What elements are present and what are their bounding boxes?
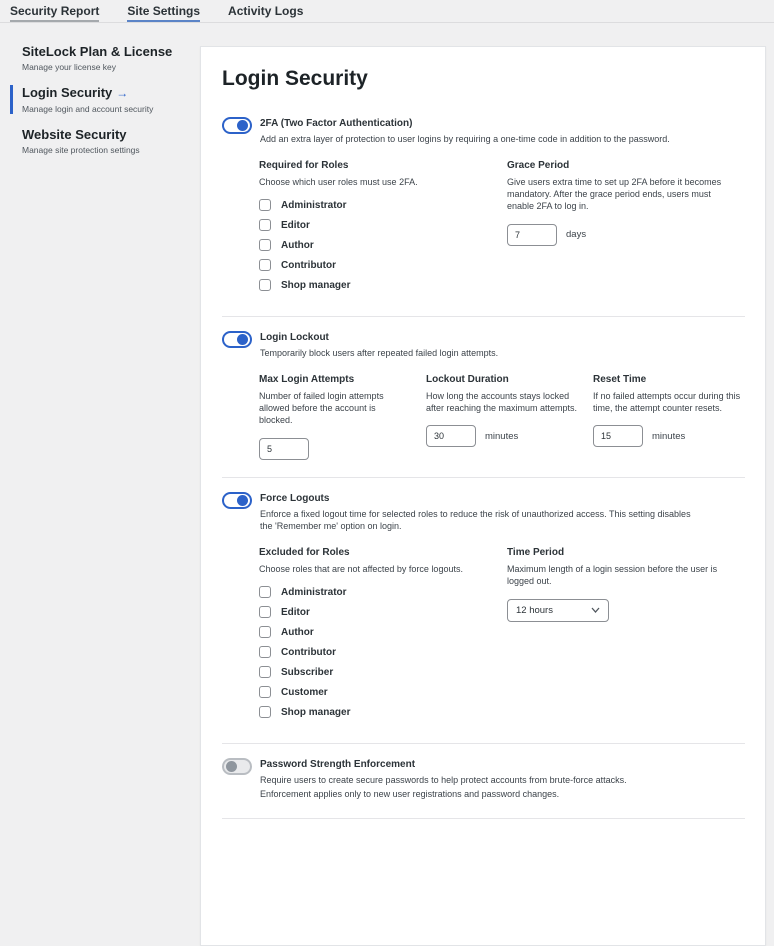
sidebar-item-subtitle: Manage site protection settings (22, 144, 140, 155)
2fa-description: Add an extra layer of protection to user logins by requiring a one-time code in addition to the password. (260, 134, 670, 144)
required-roles-description: Choose which user roles must use 2FA. (259, 176, 418, 187)
role-label: Customer (281, 686, 328, 698)
time-period-description: Maximum length of a login session before the user is logged out. (507, 564, 718, 587)
role-label: Contributor (281, 646, 336, 658)
role-checkbox-row[interactable] (259, 199, 507, 211)
role-checkbox-row[interactable] (259, 239, 507, 251)
checkbox-administrator[interactable] (259, 199, 271, 211)
lockout-duration-input[interactable] (426, 425, 476, 447)
login-lockout-description: Temporarily block users after repeated failed login attempts. (260, 348, 499, 358)
checkbox-author[interactable] (259, 626, 271, 638)
tab-site-settings[interactable]: Site Settings (127, 5, 200, 22)
role-label: Shop manager (281, 279, 351, 291)
force-logouts-description: Enforce a fixed logout time for selected roles to reduce the risk of unauthorized access. This setting disables the 'Remember me' option on login. (260, 508, 691, 532)
max-attempts-heading: Max Login Attempts (259, 373, 355, 385)
checkbox-author[interactable] (259, 239, 271, 251)
role-label: Shop manager (281, 706, 351, 718)
role-label: Editor (281, 219, 310, 231)
checkbox-editor[interactable] (259, 606, 271, 618)
grace-period-input[interactable] (507, 224, 557, 246)
top-nav (0, 0, 774, 23)
section-login-lockout (222, 317, 745, 478)
max-attempts-description: Number of failed login attempts allowed before the account is blocked. (259, 390, 384, 426)
role-checkbox-row[interactable] (259, 219, 507, 231)
password-strength-title: Password Strength Enforcement (260, 759, 416, 771)
toggle-knob (237, 334, 248, 345)
lockout-duration-unit: minutes (485, 430, 519, 442)
lockout-duration-description: How long the accounts stays locked after reaching the maximum attempts. (426, 390, 578, 413)
time-period-select[interactable] (507, 599, 609, 622)
role-checkbox-row[interactable] (259, 279, 507, 291)
login-security-panel (200, 46, 766, 946)
grace-period-heading: Grace Period (507, 159, 570, 171)
role-checkbox-row[interactable] (259, 626, 507, 638)
section-2fa (222, 103, 745, 317)
role-label: Editor (281, 606, 310, 618)
checkbox-subscriber[interactable] (259, 666, 271, 678)
excluded-roles-description: Choose roles that are not affected by force logouts. (259, 564, 463, 574)
sidebar-item-login-security[interactable] (10, 85, 196, 113)
checkbox-contributor[interactable] (259, 259, 271, 271)
checkbox-shop-manager[interactable] (259, 706, 271, 718)
reset-time-unit: minutes (652, 430, 686, 442)
tab-security-report[interactable]: Security Report (10, 5, 99, 22)
role-label: Subscriber (281, 666, 334, 678)
grace-period-unit: days (566, 229, 587, 241)
password-strength-description-line1: Require users to create secure passwords to help protect accounts from brute-force attacks. (260, 775, 627, 786)
tab-activity-logs[interactable]: Activity Logs (228, 4, 304, 18)
sidebar-item-sitelock-plan[interactable] (10, 44, 196, 72)
2fa-title: 2FA (Two Factor Authentication) (260, 118, 413, 129)
role-checkbox-row[interactable] (259, 666, 507, 678)
password-strength-description-line2: Enforcement applies only to new user registrations and password changes. (260, 788, 560, 799)
checkbox-administrator[interactable] (259, 586, 271, 598)
sidebar-item-title: Login Security → (22, 85, 129, 101)
password-strength-toggle[interactable] (222, 758, 252, 775)
checkbox-customer[interactable] (259, 686, 271, 698)
login-lockout-title: Login Lockout (260, 332, 329, 343)
role-checkbox-row[interactable] (259, 259, 507, 271)
arrow-right-icon: → (116, 86, 129, 101)
role-label: Author (281, 626, 314, 638)
sidebar-item-subtitle: Manage login and account security (22, 103, 154, 114)
sidebar-item-title: Website Security (22, 126, 127, 142)
sidebar-item-title: SiteLock Plan & License (22, 44, 173, 59)
page-title: Login Security (222, 67, 368, 90)
role-label: Author (281, 239, 314, 251)
login-lockout-toggle[interactable] (222, 331, 252, 348)
settings-sidebar (10, 44, 196, 168)
time-period-selected-value: 12 hours (516, 604, 553, 616)
checkbox-shop-manager[interactable] (259, 279, 271, 291)
reset-time-heading: Reset Time (593, 373, 647, 385)
toggle-knob (237, 120, 248, 131)
section-force-logouts (222, 478, 745, 745)
max-attempts-input[interactable] (259, 438, 309, 460)
required-roles-heading: Required for Roles (259, 159, 349, 171)
role-checkbox-row[interactable] (259, 586, 507, 598)
role-checkbox-row[interactable] (259, 706, 507, 718)
force-logouts-toggle[interactable] (222, 492, 252, 509)
chevron-down-icon (591, 607, 600, 613)
force-logouts-title: Force Logouts (260, 492, 330, 504)
role-checkbox-row[interactable] (259, 686, 507, 698)
role-label: Administrator (281, 586, 347, 598)
role-label: Administrator (281, 199, 347, 211)
toggle-knob (237, 495, 248, 506)
excluded-roles-heading: Excluded for Roles (259, 547, 350, 558)
checkbox-editor[interactable] (259, 219, 271, 231)
checkbox-contributor[interactable] (259, 646, 271, 658)
section-password-strength (222, 744, 745, 819)
2fa-toggle[interactable] (222, 117, 252, 134)
sidebar-item-subtitle: Manage your license key (22, 62, 117, 73)
reset-time-input[interactable] (593, 425, 643, 447)
time-period-heading: Time Period (507, 547, 565, 558)
role-checkbox-row[interactable] (259, 646, 507, 658)
role-label: Contributor (281, 259, 336, 271)
grace-period-description: Give users extra time to set up 2FA before it becomes mandatory. After the grace period ends, users must enable 2FA to log in. (507, 176, 722, 212)
toggle-knob (226, 761, 237, 772)
reset-time-description: If no failed attempts occur during this time, the attempt counter resets. (593, 390, 741, 413)
lockout-duration-heading: Lockout Duration (426, 373, 509, 385)
sidebar-item-website-security[interactable] (10, 127, 196, 155)
role-checkbox-row[interactable] (259, 606, 507, 618)
